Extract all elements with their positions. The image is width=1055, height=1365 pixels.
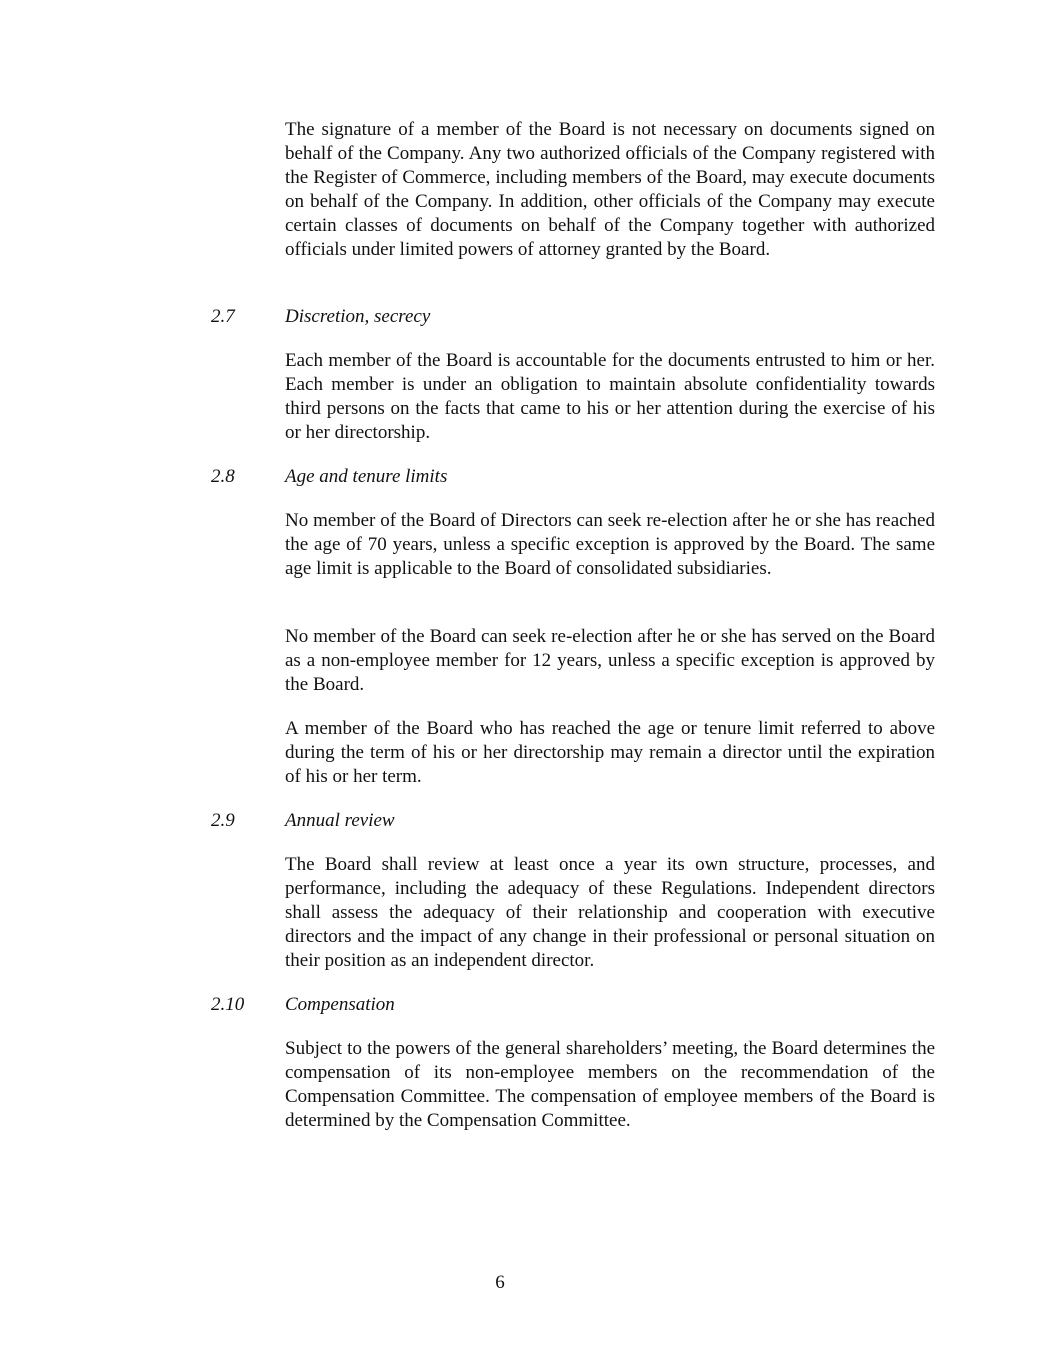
section-number-2-8: 2.8	[211, 466, 235, 487]
section-2-7-paragraph: Each member of the Board is accountable for the documents entrusted to him or her. Each member is under an obligation to maintain absolute confidentiality towards third persons on the facts that came to his or her attention during the exercise of his or her directorship.	[285, 350, 935, 443]
section-title-age-tenure-limits: Age and tenure limits	[285, 466, 448, 487]
section-title-annual-review: Annual review	[285, 810, 395, 831]
section-number-2-10: 2.10	[211, 994, 245, 1015]
section-2-10-paragraph: Subject to the powers of the general shareholders’ meeting, the Board determines the compensation of its non-employee members on the recommendation of the Compensation Committee. The compensation of employee members of the Board is determined by the Compensation Committee.	[285, 1038, 935, 1131]
section-title-compensation: Compensation	[285, 994, 395, 1015]
section-number-2-9: 2.9	[211, 810, 235, 831]
page-number: 6	[495, 1272, 505, 1293]
section-2-8-paragraph-1: No member of the Board of Directors can seek re-election after he or she has reached the age of 70 years, unless a specific exception is approved by the Board. The same age limit is applicable to the Board of consolidated subsidiaries.	[285, 510, 935, 579]
section-2-8-paragraph-2: No member of the Board can seek re-election after he or she has served on the Board as a non-employee member for 12 years, unless a specific exception is approved by the Board.	[285, 626, 935, 695]
section-2-9-paragraph: The Board shall review at least once a year its own structure, processes, and performance, including the adequacy of these Regulations. Independent directors shall assess the adequacy of their relationship and cooperation with executive directors and the impact of any change in their professional or personal situation on their position as an independent director.	[285, 854, 935, 971]
intro-paragraph: The signature of a member of the Board is not necessary on documents signed on behalf of the Company. Any two authorized officials of the Company registered with the Register of Commerce, including members of the Board, may execute documents on behalf of the Company. In addition, other officials of the Company may execute certain classes of documents on behalf of the Company together with authorized officials under limited powers of attorney granted by the Board.	[285, 119, 935, 260]
section-title-discretion-secrecy: Discretion, secrecy	[285, 306, 431, 327]
section-2-8-paragraph-3: A member of the Board who has reached the age or tenure limit referred to above during the term of his or her directorship may remain a director until the expiration of his or her term.	[285, 718, 935, 787]
section-number-2-7: 2.7	[211, 306, 235, 327]
